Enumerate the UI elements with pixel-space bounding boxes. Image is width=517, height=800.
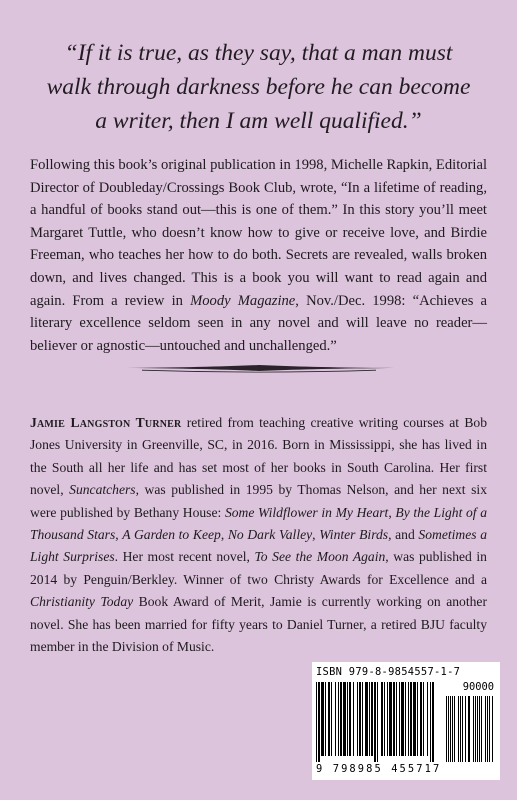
barcode-bar: [340, 682, 342, 756]
book-title-7: Sometimes a Light Surprises: [30, 527, 487, 565]
addon-bar: [473, 696, 474, 762]
addon-bar: [487, 696, 488, 762]
isbn-label: ISBN 979-8-9854557-1-7: [316, 666, 461, 678]
barcode-bar: [381, 682, 383, 756]
quote-line-2: walk through darkness before he can become: [46, 74, 471, 100]
addon-bar: [465, 696, 466, 762]
author-bio: [30, 412, 487, 658]
bio-text-2: , was published in 1995 by Thomas Nelson, and her next six were published by Bethany House:: [30, 482, 487, 520]
barcode-bar: [427, 682, 428, 756]
addon-bar: [475, 696, 476, 762]
barcode-bar: [325, 682, 326, 756]
barcode-bar: [405, 682, 406, 756]
barcode-bar: [328, 682, 330, 756]
barcode-bar: [420, 682, 422, 756]
barcode-bar: [343, 682, 346, 756]
barcode-bar: [374, 682, 376, 762]
bio-text-10: Book Award of Merit, Jamie is currently working on another novel. She has been married for fifty years to Daniel Turner, a retired BJU faculty member in the Division of Music.: [30, 594, 487, 655]
barcode-bar: [369, 682, 370, 756]
barcode-bar: [362, 682, 363, 756]
bio-text-3: ,: [388, 504, 396, 520]
bio-text-8: . Her most recent novel,: [114, 549, 255, 565]
addon-bar: [462, 696, 463, 762]
barcode-bar: [408, 682, 409, 756]
quote-line-3: a writer, then I am well qualified.”: [95, 108, 422, 134]
barcode-bar: [389, 682, 392, 756]
bio-text-5: ,: [220, 527, 228, 543]
blurb-text-1: Following this book’s original publication in 1998, Michelle Rapkin, Editorial Director of Doubleday/Crossings Book Club, wrote, “In a lifetime of reading, a handful of books stand out—this is one of them.” In this story you’ll meet Margaret Tuttle, who doesn’t know how to give or receive love, and Birdie Freeman, who teaches her how to do both. Secrets are revealed, walls broken down, and lives changed. This is a book you will want to read again and again. From a review in: [30, 157, 487, 309]
bio-text-1: retired from teaching creative writing courses at Bob Jones University in Greenville, SC, in 2016. Born in Mississippi, she has lived in the South all her life and has set most of her books in South Carolina. Her first novel,: [30, 415, 488, 498]
barcode-bar: [359, 682, 361, 756]
barcode-bar: [331, 682, 332, 756]
book-blurb: [30, 154, 487, 357]
book-title-5: No Dark Valley: [227, 527, 313, 543]
book-title-3: By the Light of a Thousand Stars: [30, 504, 488, 543]
epigraph-quote: [30, 36, 487, 138]
bio-text-4: ,: [115, 527, 123, 543]
addon-bar: [481, 696, 482, 762]
barcode-bars: [316, 682, 496, 762]
barcode-bar: [413, 682, 416, 756]
barcode-bar: [357, 682, 358, 756]
blurb-text-2: , Nov./Dec. 1998: “Achieves a literary excellence seldom seen in any novel and will leave no reader—believer or agnostic—untouched and unchallenged.”: [30, 292, 487, 354]
barcode-bar: [318, 682, 320, 762]
addon-number: 90000: [462, 681, 494, 693]
addon-bar: [468, 696, 470, 762]
barcode-bar: [387, 682, 388, 756]
bio-text-7: , and: [388, 527, 419, 543]
addon-bar: [448, 696, 449, 762]
author-name: Jamie Langston Turner: [30, 415, 182, 430]
magazine-title-2: Christianity Today: [30, 594, 134, 610]
addon-bar: [492, 696, 493, 762]
book-title-4: A Garden to Keep: [122, 527, 221, 543]
barcode-bar: [430, 682, 431, 762]
addon-bar: [446, 696, 447, 762]
barcode-bar: [371, 682, 373, 756]
addon-bar: [477, 696, 478, 762]
barcode-bar: [353, 682, 354, 756]
barcode-bar: [384, 682, 385, 756]
addon-bar: [489, 696, 490, 762]
barcode-bar: [347, 682, 348, 756]
addon-bar: [485, 696, 486, 762]
barcode-bar: [399, 682, 400, 756]
book-title-6: Winter Birds: [319, 527, 389, 543]
barcode-bar: [423, 682, 424, 756]
ean-number: 9 798985 455717: [316, 763, 442, 775]
barcode-bar: [401, 682, 404, 756]
addon-bar: [460, 696, 461, 762]
barcode-bar: [396, 682, 397, 756]
barcode-bar: [335, 682, 336, 756]
bio-text-6: ,: [312, 527, 320, 543]
book-title-2: Some Wildflower in My Heart: [224, 504, 389, 520]
barcode-bar: [393, 682, 395, 756]
barcode-bar: [365, 682, 368, 756]
magazine-title: Moody Magazine: [190, 292, 296, 309]
addon-bar: [454, 696, 455, 762]
barcode-bar: [432, 682, 434, 762]
book-title-8: To See the Moon Again: [254, 549, 386, 565]
barcode-bar: [349, 682, 351, 756]
bio-text-9: , was published in 2014 by Penguin/Berkley. Winner of two Christy Awards for Excellence and a: [30, 549, 487, 587]
addon-bar: [450, 696, 451, 762]
addon-bar: [458, 696, 459, 762]
quote-line-1: “If it is true, as they say, that a man must: [64, 40, 453, 66]
addon-bar: [479, 696, 480, 762]
barcode-bar: [377, 682, 378, 762]
barcode-bar: [417, 682, 418, 756]
barcode-bar: [321, 682, 324, 756]
barcode-bar: [410, 682, 412, 756]
ornamental-divider: [122, 361, 396, 375]
barcode-bar: [338, 682, 339, 756]
book-title-1: Suncatchers: [69, 482, 136, 498]
barcode-bar: [316, 682, 317, 762]
addon-bar: [452, 696, 453, 762]
isbn-barcode: [312, 662, 500, 780]
